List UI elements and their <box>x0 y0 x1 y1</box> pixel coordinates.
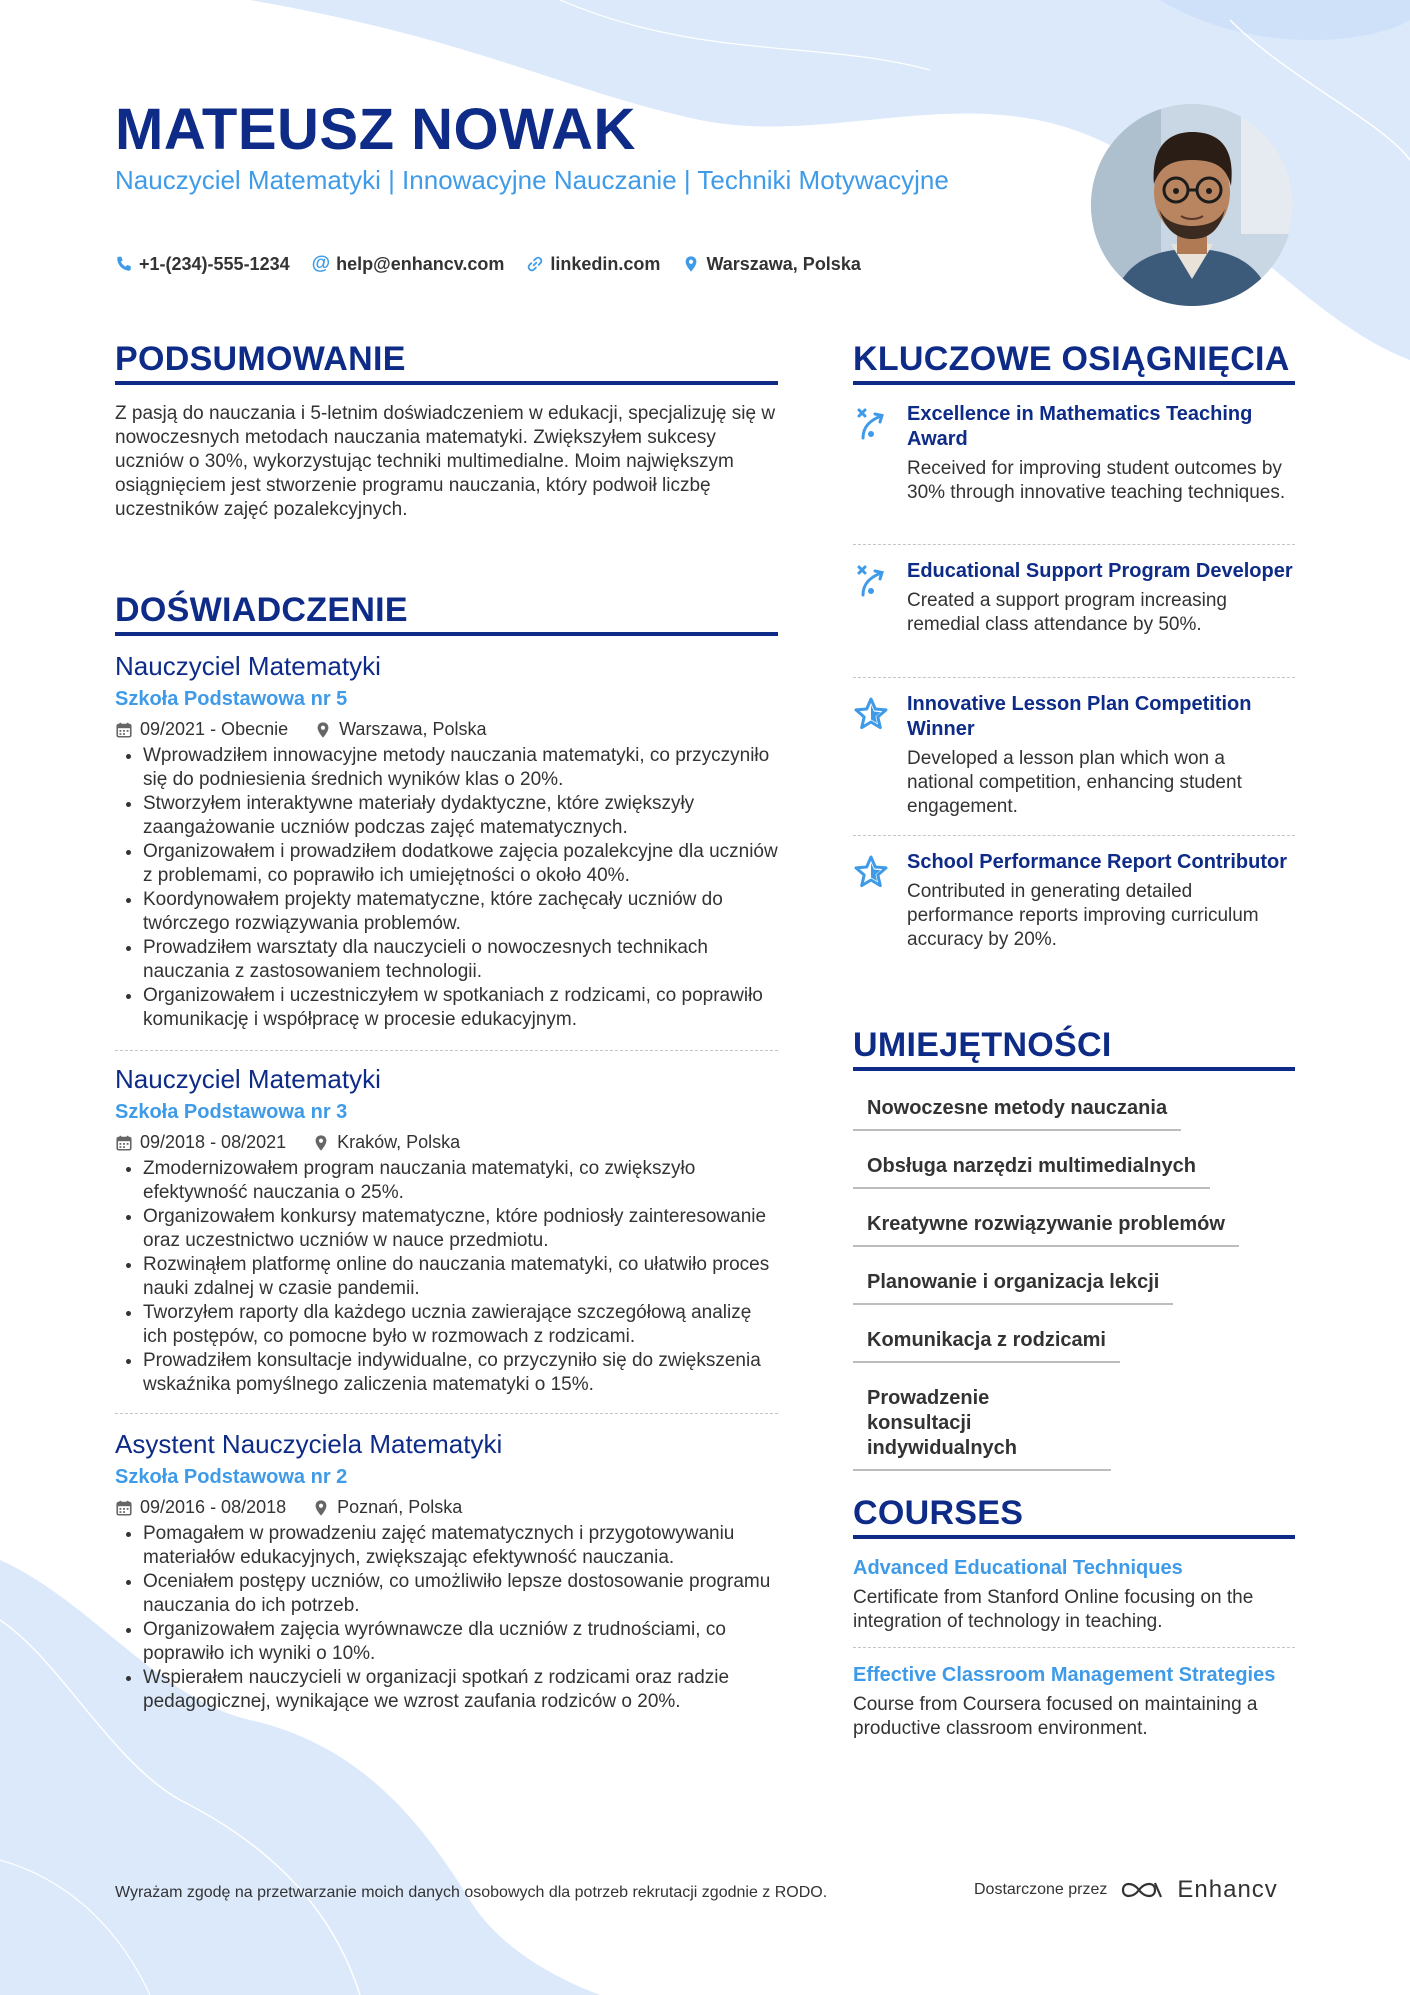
phone-text: +1-(234)-555-1234 <box>139 253 290 274</box>
achievement-desc: Received for improving student outcomes by 30% through innovative teaching techniques. <box>907 458 1286 503</box>
job-meta <box>115 1497 778 1518</box>
bullet: • Rozwinąłem platformę online do nauczania matematyki, co ułatwiło proces nauki zdalnej w czasie pandemii. <box>143 1253 778 1301</box>
job-company: Szkoła Podstawowa nr 3 <box>115 1101 348 1123</box>
skills-heading: UMIEJĘTNOŚCI <box>853 1026 1295 1071</box>
job-location <box>314 719 486 740</box>
bullet: • Wspierałem nauczycieli w organizacji spotkań z rodzicami oraz radzie pedagogicznej, wynikające we wzrost zaufania rodziców o 20%. <box>143 1666 778 1714</box>
star-icon <box>853 854 889 890</box>
job-dates-text: 09/2018 - 08/2021 <box>140 1132 287 1152</box>
avatar <box>1091 104 1293 306</box>
divider <box>115 1050 778 1051</box>
job-bullets <box>115 1157 778 1397</box>
job-location-text: Poznań, Polska <box>337 1497 463 1517</box>
job-location-text: Warszawa, Polska <box>339 719 487 739</box>
linkedin-text: linkedin.com <box>550 253 661 274</box>
achievement-desc: Created a support program increasing remedial class attendance by 50%. <box>907 590 1228 635</box>
headline: Nauczyciel Matematyki | Innowacyjne Nauczanie | Techniki Motywacyjne <box>115 165 949 195</box>
achievement-title: Innovative Lesson Plan Competition Winner <box>907 693 1252 740</box>
job-location <box>312 1497 462 1518</box>
achievement-title: School Performance Report Contributor <box>907 851 1288 873</box>
bullet: • Stworzyłem interaktywne materiały dydaktyczne, które zwiększyły zaangażowanie uczniów podczas zajęć matematycznych. <box>143 792 778 840</box>
strategy-icon <box>853 563 889 599</box>
powered-by[interactable] <box>974 1876 1278 1904</box>
skill-tag: Planowanie i organizacja lekcji <box>853 1270 1173 1305</box>
achievement-desc: Developed a lesson plan which won a national competition, enhancing student engagement. <box>907 748 1242 817</box>
divider <box>853 835 1295 836</box>
location-pin-icon <box>312 1499 330 1517</box>
bullet: • Prowadziłem konsultacje indywidualne, co przyczyniło się do zwiększenia wskaźnika pomyślnego zaliczenia matematyki o 15%. <box>143 1349 778 1397</box>
bullet: • Tworzyłem raporty dla każdego ucznia zawierające szczegółową analizę ich postępów, co pomocne było w rozmowach z rodzicami. <box>143 1301 778 1349</box>
experience-heading: DOŚWIADCZENIE <box>115 591 778 636</box>
job-entry <box>115 1063 778 1397</box>
job-dates <box>115 1497 286 1518</box>
brand-name: Enhancv <box>1177 1876 1278 1903</box>
divider <box>853 544 1295 545</box>
bullet: • Koordynowałem projekty matematyczne, które zachęcały uczniów do twórczego rozwiązywania problemów. <box>143 888 778 936</box>
course-desc: Course from Coursera focused on maintaining a productive classroom environment. <box>853 1694 1258 1739</box>
course-item <box>853 1555 1295 1634</box>
skill-tag: Obsługa narzędzi multimedialnych <box>853 1154 1210 1189</box>
achievement-title: Educational Support Program Developer <box>907 560 1293 582</box>
achievement-title: Excellence in Mathematics Teaching Award <box>907 403 1253 450</box>
contact-bar <box>115 253 861 275</box>
contact-linkedin[interactable] <box>526 253 660 275</box>
bullet: • Organizowałem zajęcia wyrównawcze dla uczniów z trudnościami, co poprawiło ich wyniki o 10%. <box>143 1618 778 1666</box>
skill-tag: Kreatywne rozwiązywanie problemów <box>853 1212 1239 1247</box>
job-entry <box>115 650 778 1032</box>
skill-tag: Komunikacja z rodzicami <box>853 1328 1120 1363</box>
bullet: • Oceniałem postępy uczniów, co umożliwiło lepsze dostosowanie programu nauczania do ich potrzeb. <box>143 1570 778 1618</box>
enhancv-logo-icon <box>1119 1877 1165 1903</box>
job-dates <box>115 719 288 740</box>
divider <box>115 1413 778 1414</box>
location-pin-icon <box>682 255 700 273</box>
achievement-item <box>853 402 1295 505</box>
calendar-icon <box>115 721 133 739</box>
achievement-desc: Contributed in generating detailed performance reports improving curriculum accuracy by 20%. <box>907 881 1259 950</box>
bullet: • Pomagałem w prowadzeniu zajęć matematycznych i przygotowywaniu materiałów edukacyjnych, zwiększając efektywność nauczania. <box>143 1522 778 1570</box>
course-title: Advanced Educational Techniques <box>853 1557 1183 1579</box>
job-company: Szkoła Podstawowa nr 5 <box>115 688 348 710</box>
job-bullets <box>115 744 778 1032</box>
achievement-item <box>853 559 1295 637</box>
divider <box>853 677 1295 678</box>
skill-tag: Prowadzenie konsultacji indywidualnych <box>853 1386 1111 1471</box>
bullet: • Prowadziłem warsztaty dla nauczycieli o nowoczesnych technikach nauczania z zastosowaniem technologii. <box>143 936 778 984</box>
contact-phone[interactable] <box>115 253 290 275</box>
bullet: • Wprowadziłem innowacyjne metody nauczania matematyki, co przyczyniło się do podniesienia średnich wyników klas o 20%. <box>143 744 778 792</box>
course-title: Effective Classroom Management Strategies <box>853 1664 1276 1686</box>
job-entry <box>115 1428 778 1714</box>
achievement-item <box>853 850 1295 952</box>
bullet: • Organizowałem i uczestniczyłem w spotkaniach z rodzicami, co poprawiło komunikację i współpracę w procesie edukacyjnym. <box>143 984 778 1032</box>
bullet: • Organizowałem i prowadziłem dodatkowe zajęcia pozalekcyjne dla uczniów z problemami, co poprawiło ich umiejętności o około 40%. <box>143 840 778 888</box>
calendar-icon <box>115 1134 133 1152</box>
course-desc: Certificate from Stanford Online focusing on the integration of technology in teaching. <box>853 1587 1254 1632</box>
phone-icon <box>115 255 133 273</box>
job-bullets <box>115 1522 778 1714</box>
contact-email[interactable] <box>312 253 505 275</box>
powered-by-label: Dostarczone przez <box>974 1881 1108 1898</box>
skill-tag: Nowoczesne metody nauczania <box>853 1096 1181 1131</box>
divider <box>853 1647 1295 1648</box>
candidate-name: MATEUSZ NOWAK <box>115 97 636 162</box>
link-icon <box>526 255 544 273</box>
courses-heading: COURSES <box>853 1494 1295 1539</box>
bullet: • Organizowałem konkursy matematyczne, które podniosły zainteresowanie oraz uczestnictwo uczniów w nauce przedmiotu. <box>143 1205 778 1253</box>
strategy-icon <box>853 406 889 442</box>
job-title: Nauczyciel Matematyki <box>115 651 381 681</box>
job-meta <box>115 1132 778 1153</box>
job-title: Asystent Nauczyciela Matematyki <box>115 1429 503 1459</box>
achievements-heading: KLUCZOWE OSIĄGNIĘCIA <box>853 340 1295 385</box>
consent-footer: Wyrażam zgodę na przetwarzanie moich danych osobowych dla potrzeb rekrutacji zgodnie z RODO. <box>115 1884 828 1901</box>
job-dates-text: 09/2021 - Obecnie <box>140 719 289 739</box>
bullet: • Zmodernizowałem program nauczania matematyki, co zwiększyło efektywność nauczania o 25%. <box>143 1157 778 1205</box>
profile-photo <box>1091 104 1293 306</box>
job-company: Szkoła Podstawowa nr 2 <box>115 1466 348 1488</box>
summary-text: Z pasją do nauczania i 5-letnim doświadczeniem w edukacji, specjalizuję się w nowoczesnych metodach nauczania matematyki. Zwiększyłem sukcesy uczniów o 30%, wykorzystując techniki multimedialne. Moim największym osiągnięciem jest stworzenie programu nauczania, który podwoił liczbę uczestników zajęć pozalekcyjnych. <box>115 403 776 520</box>
location-pin-icon <box>314 721 332 739</box>
job-location <box>312 1132 460 1153</box>
course-item <box>853 1662 1295 1741</box>
calendar-icon <box>115 1499 133 1517</box>
at-icon: @ <box>311 253 331 274</box>
job-dates <box>115 1132 286 1153</box>
location-text: Warszawa, Polska <box>706 253 861 274</box>
summary-heading: PODSUMOWANIE <box>115 340 778 385</box>
star-icon <box>853 696 889 732</box>
email-text: help@enhancv.com <box>336 253 505 274</box>
job-dates-text: 09/2016 - 08/2018 <box>140 1497 287 1517</box>
job-location-text: Kraków, Polska <box>337 1132 461 1152</box>
job-title: Nauczyciel Matematyki <box>115 1064 381 1094</box>
location-pin-icon <box>312 1134 330 1152</box>
achievement-item <box>853 692 1295 819</box>
job-meta <box>115 719 778 740</box>
contact-location <box>682 253 860 275</box>
